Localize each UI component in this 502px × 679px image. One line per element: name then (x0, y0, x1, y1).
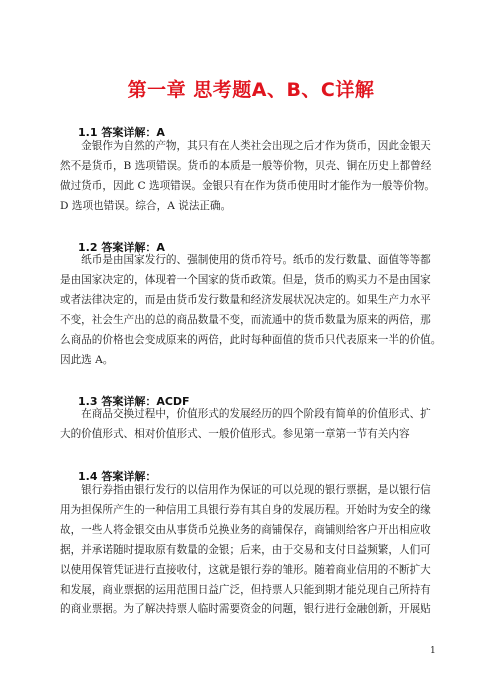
page-number: 1 (430, 646, 436, 656)
text-line: 以使用保管凭证进行直接收付，这就是银行券的雏形。随着商业信用的不断扩大 (60, 563, 431, 576)
text-line: 银行券指由银行发行的以信用作为保证的可以兑现的银行票据，是以银行信 (60, 484, 431, 496)
chapter-title: 第一章 思考题A、B、C详解 (127, 79, 375, 101)
text-line: D 选项也错误。综合，A 说法正确。 (60, 199, 232, 212)
text-line: 然不是货币，B 选项错误。货币的本质是一般等价物，贝壳、铜在历史上都曾经 (60, 159, 432, 172)
section-heading-1-4: 1.4 答案详解： (78, 470, 157, 483)
text-line: 据，并承诺随时提取原有数量的金银；后来，由于交易和支付日益频繁，人们可 (60, 543, 431, 556)
section-body-1-4 (60, 481, 446, 620)
text-line: 大的价值形式、相对价值形式、一般价值形式。参见第一章第一节有关内容 (60, 427, 410, 440)
section-body-1-3 (60, 405, 446, 445)
text-line: 金银作为自然的产物，其只有在人类社会出现之后才作为货币，因此金银天 (60, 140, 431, 152)
section-body-1-1 (60, 137, 446, 217)
text-line: 因此选 A。 (60, 353, 114, 366)
text-line: 纸币是由国家发行的、强制使用的货币符号。纸币的发行数量、面值等等都 (60, 254, 431, 266)
text-line: 是由国家决定的，体现着一个国家的货币政策。但是，货币的购买力不是由国家 (60, 273, 431, 286)
text-line: 不变，社会生产出的总的商品数量不变，而流通中的货币数量为原来的两倍，那 (60, 313, 431, 326)
text-line: 做过货币，因此 C 选项错误。金银只有在作为货币使用时才能作为一般等价物。 (60, 179, 436, 192)
text-line: 么商品的价格也会变成原来的两倍，此时每种面值的货币只代表原来一半的价值。 (60, 333, 442, 346)
text-line: 用为担保所产生的一种信用工具银行券有其自身的发展历程。开始时为安全的缘 (60, 503, 431, 516)
section-body-1-2 (60, 251, 446, 370)
text-line: 和发展，商业票据的运用范围日益广泛，但持票人只能到期才能兑现自己所持有 (60, 583, 431, 596)
text-line: 或者法律决定的，而是由货币发行数量和经济发展状况决定的。如果生产力水平 (60, 293, 431, 306)
section-heading-1-2: 1.2 答案详解：A (78, 241, 165, 254)
text-line: 在商品交换过程中，价值形式的发展经历的四个阶段有简单的价值形式、扩 (60, 408, 431, 420)
section-heading-1-1: 1.1 答案详解：A (78, 126, 165, 139)
text-line: 的商业票据。为了解决持票人临时需要资金的问题，银行进行金融创新，开展贴 (60, 603, 431, 616)
text-line: 故，一些人将金银交由从事货币兑换业务的商铺保存，商铺则给客户开出相应收 (60, 523, 431, 536)
section-heading-1-3: 1.3 答案详解：ACDF (78, 395, 190, 408)
